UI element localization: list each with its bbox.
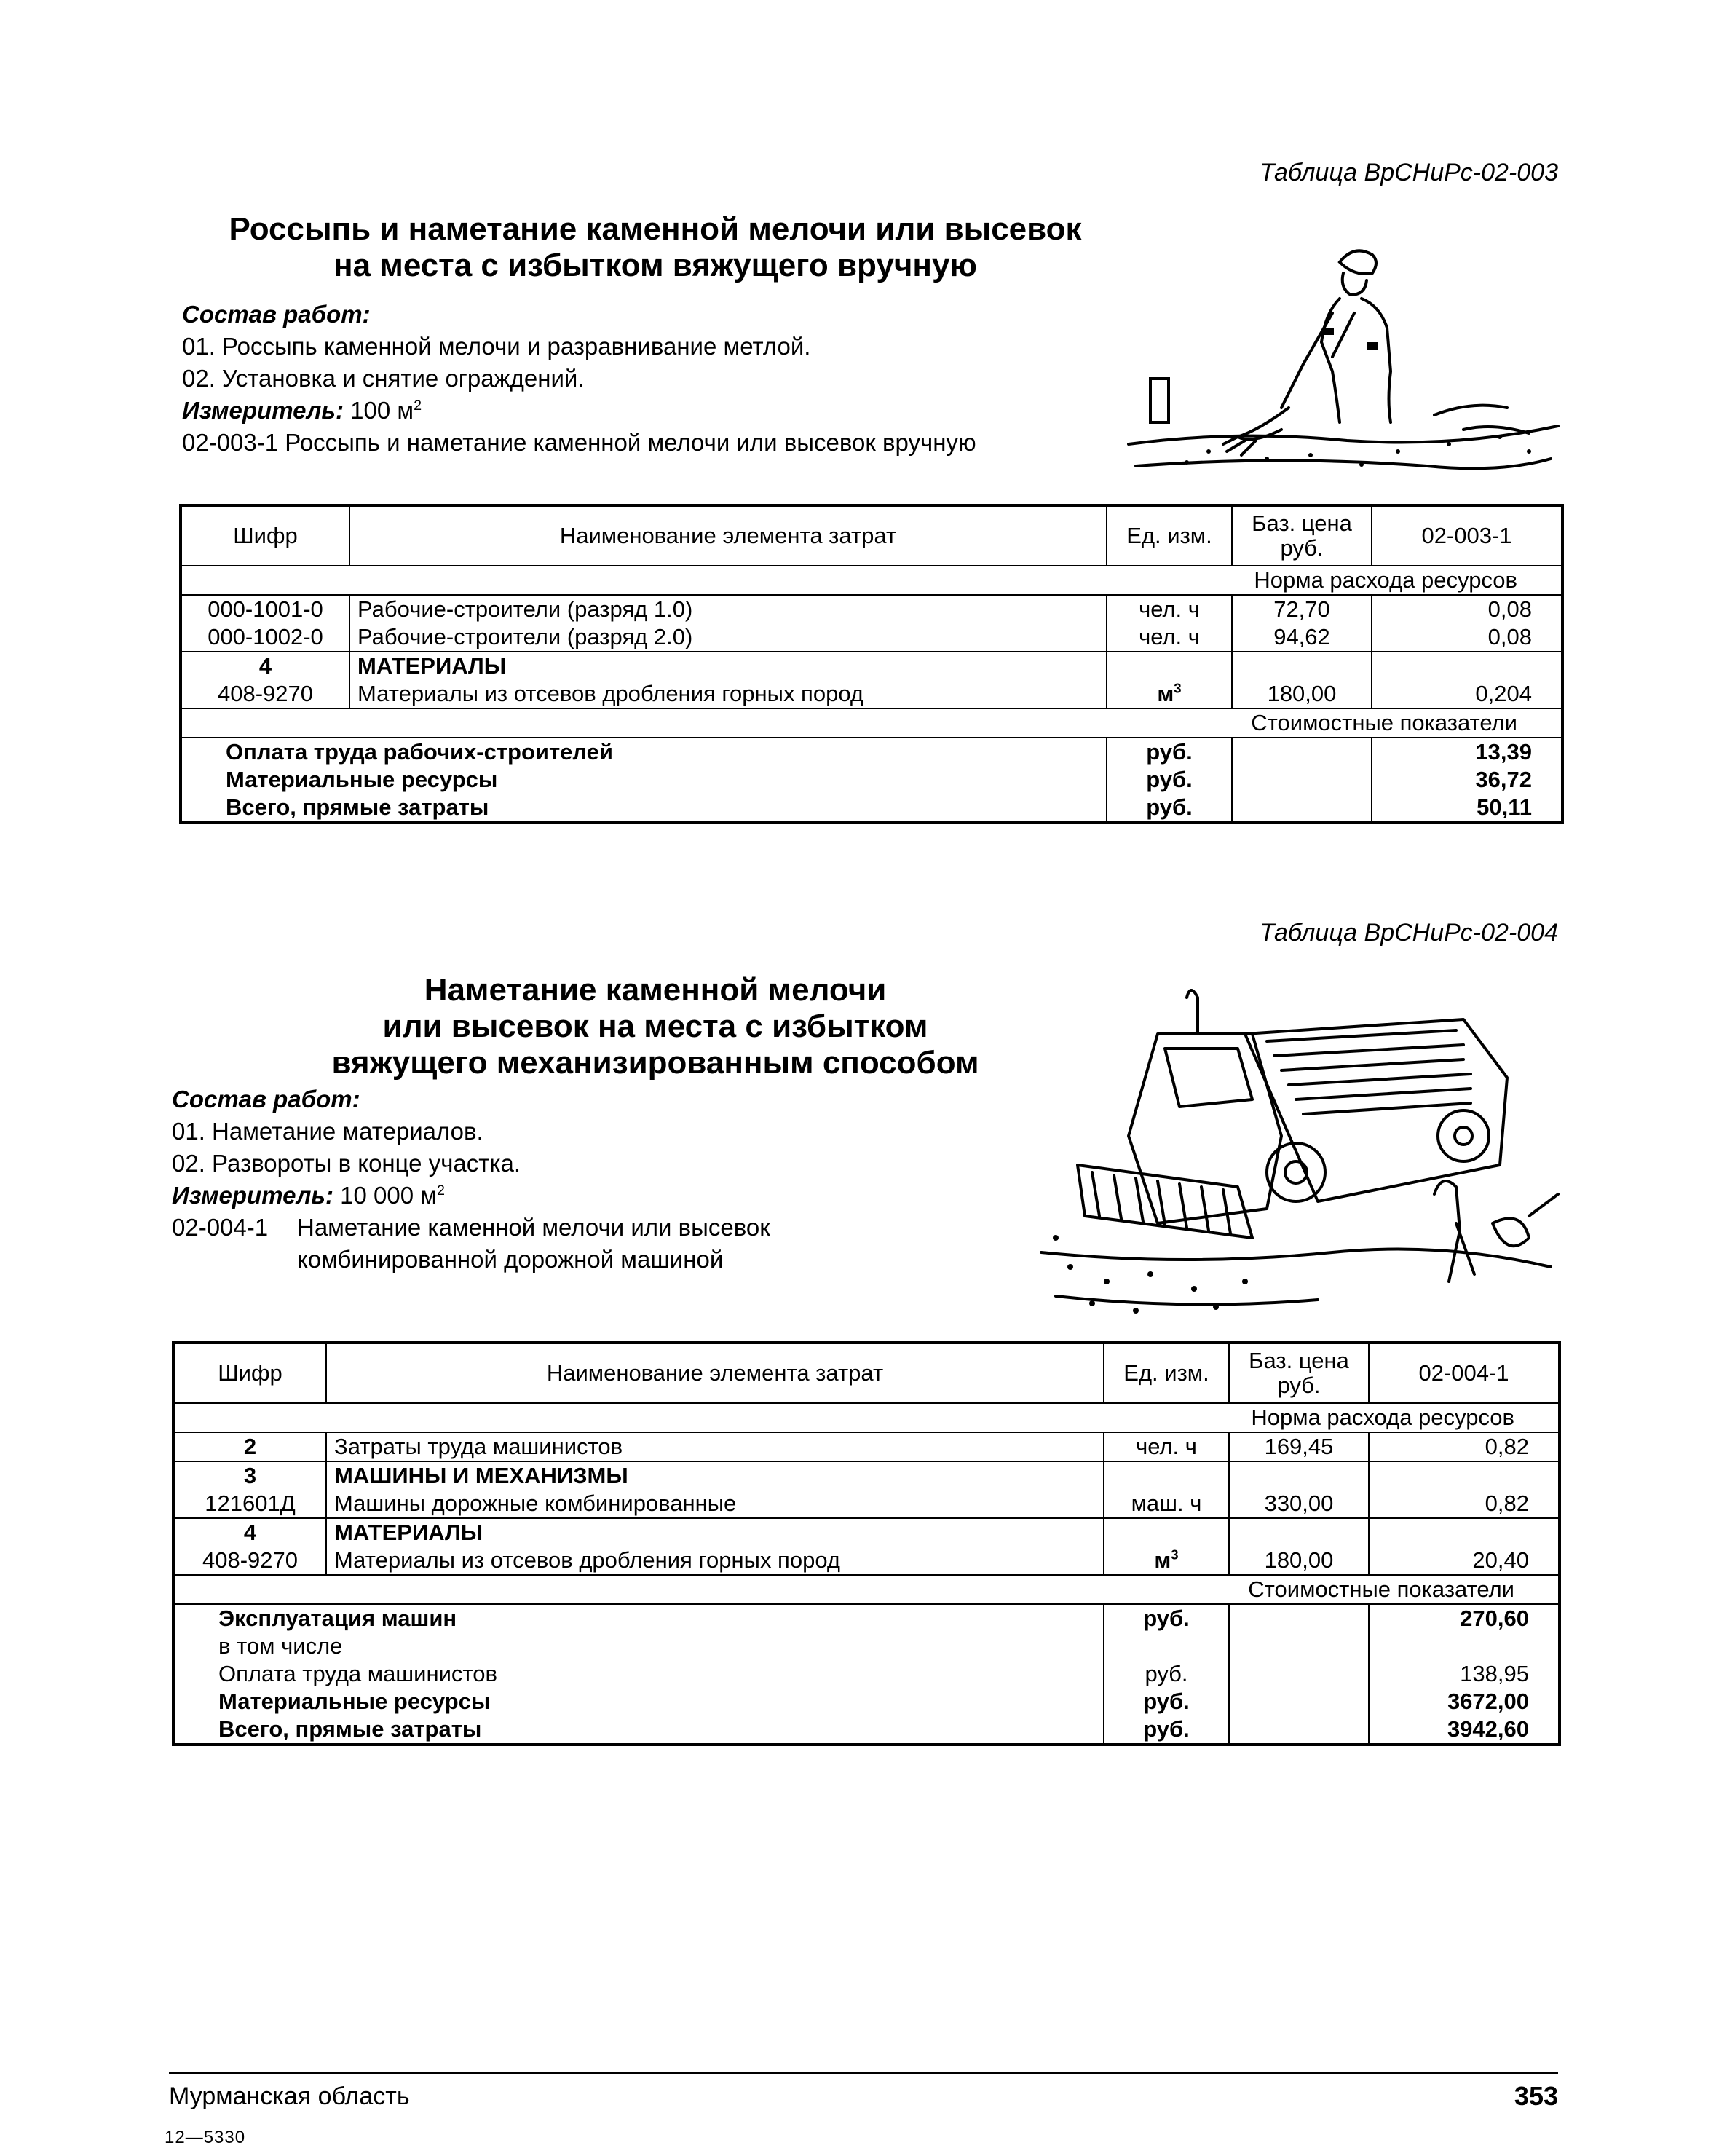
header-name: Наименование элемента затрат (326, 1343, 1104, 1403)
norm-section-row: Норма расхода ресурсов (173, 1403, 1560, 1432)
summary-row: Всего, прямые затраты руб. 50,11 (181, 794, 1562, 823)
section-title-2: Наметание каменной мелочи или высевок на места с избытком вяжущего механизированным способом (331, 972, 979, 1081)
header-price: Баз. цена руб. (1229, 1343, 1369, 1403)
cost-table-2 (172, 1341, 1561, 1746)
table-row: 3 МАШИНЫ И МЕХАНИЗМЫ (173, 1461, 1560, 1490)
summary-row: Оплата труда машинистов руб. 138,95 (173, 1660, 1560, 1688)
worker-broom-illustration (1121, 233, 1573, 481)
header-price: Баз. цена руб. (1232, 505, 1372, 566)
cost-table-1 (179, 504, 1564, 824)
table-row: 408-9270 Материалы из отсевов дробления горных пород $м^3$ 180,00 0,204 (181, 680, 1562, 708)
summary-row: в том числе (173, 1632, 1560, 1660)
table-caption-2: Таблица ВрСНиРс-02-004 (1259, 919, 1558, 947)
footer-region: Мурманская область (169, 2082, 410, 2110)
table-row: 121601Д Машины дорожные комбинированные маш. ч 330,00 0,82 (173, 1490, 1560, 1518)
summary-row: Материальные ресурсы руб. 36,72 (181, 766, 1562, 794)
table-row: 408-9270 Материалы из отсевов дробления горных пород $м^3$ 180,00 20,40 (173, 1547, 1560, 1575)
header-column-code: 02-004-1 (1369, 1343, 1560, 1403)
print-code: 12—5330 (165, 2128, 246, 2147)
header-code: Шифр (173, 1343, 326, 1403)
table-row: 000-1001-0 Рабочие-строители (разряд 1.0) чел. ч 72,70 0,08 (181, 595, 1562, 623)
summary-row: Материальные ресурсы руб. 3672,00 (173, 1688, 1560, 1715)
footer-divider (169, 2072, 1558, 2074)
summary-row: Эксплуатация машин руб. 270,60 (173, 1604, 1560, 1632)
table-row: 4 МАТЕРИАЛЫ (173, 1518, 1560, 1547)
road-machine-illustration (1027, 976, 1565, 1325)
work-info-2: Состав работ: 01. Наметание материалов. 02. Развороты в конце участка. Измеритель: 10 000 $м^2$ 02-004-1 Наметание каменной мелочи или высевок комбинированной дорожной машиной (172, 1086, 770, 1273)
header-code: Шифр (181, 505, 349, 566)
table-header-row (181, 505, 1562, 566)
summary-row: Оплата труда рабочих-строителей руб. 13,39 (181, 738, 1562, 766)
table-row: 4 МАТЕРИАЛЫ (181, 652, 1562, 680)
table-caption-1: Таблица ВрСНиРс-02-003 (1259, 159, 1558, 186)
header-name: Наименование элемента затрат (349, 505, 1107, 566)
summary-row: Всего, прямые затраты руб. 3942,60 (173, 1715, 1560, 1745)
table-row: 2 Затраты труда машинистов чел. ч 169,45 0,82 (173, 1432, 1560, 1461)
work-info-1: Состав работ: 01. Россыпь каменной мелочи и разравнивание метлой. 02. Установка и снятие ограждений. Измеритель: 100 $м^2$ 02-003-1 Россыпь и наметание каменной мелочи или высевок вручную (182, 301, 976, 456)
cost-section-row: Стоимостные показатели (173, 1575, 1560, 1604)
table-row: 000-1002-0 Рабочие-строители (разряд 2.0) чел. ч 94,62 0,08 (181, 623, 1562, 652)
page-number: 353 (1514, 2081, 1558, 2111)
norm-section-row: Норма расхода ресурсов (181, 566, 1562, 595)
header-unit: Ед. изм. (1107, 505, 1232, 566)
cost-section-row: Стоимостные показатели (181, 708, 1562, 738)
header-column-code: 02-003-1 (1372, 505, 1562, 566)
section-title-1: Россыпь и наметание каменной мелочи или высевок на места с избытком вяжущего вручную (229, 211, 1082, 283)
header-unit: Ед. изм. (1104, 1343, 1229, 1403)
table-header-row (173, 1343, 1560, 1403)
